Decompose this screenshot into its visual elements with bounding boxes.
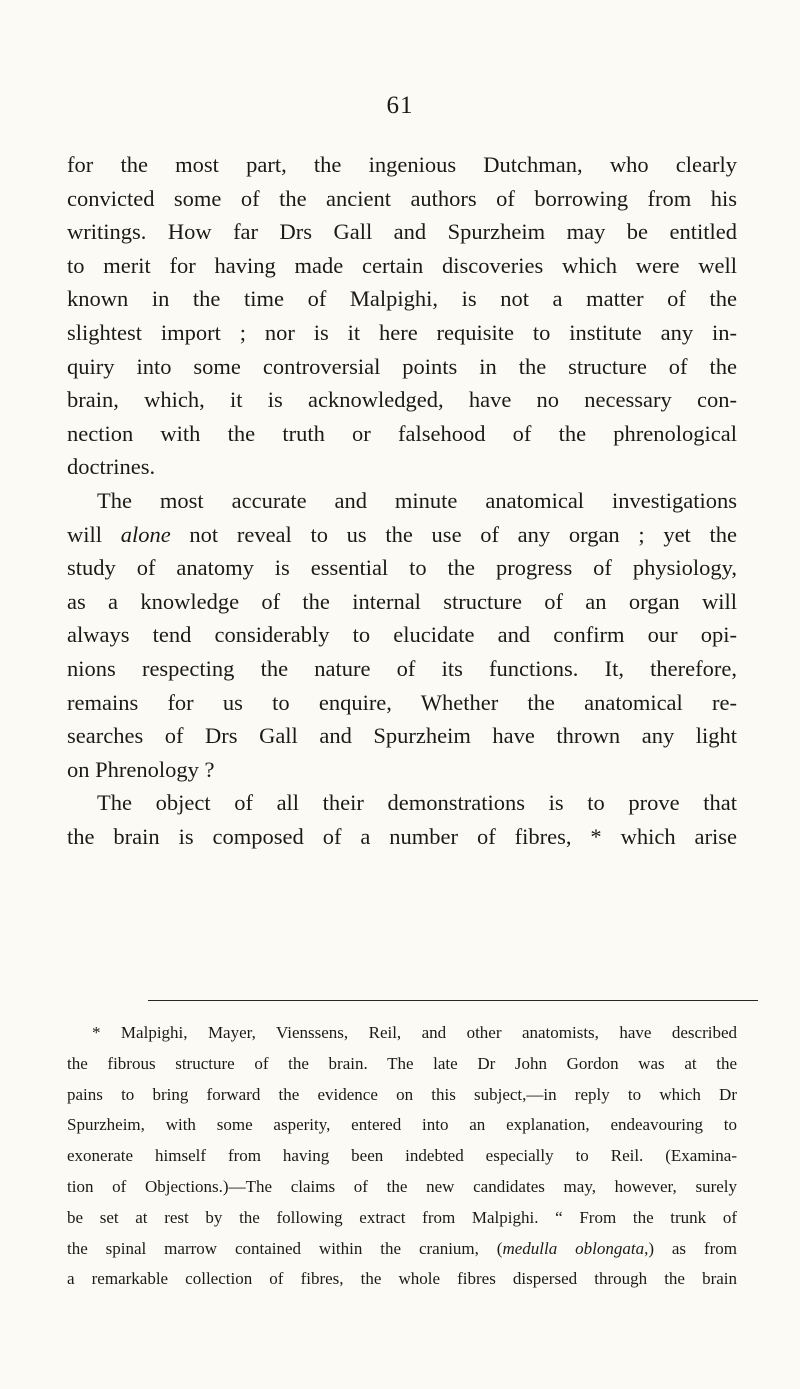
text-line: The most accurate and minute anatomical investigations (97, 487, 737, 513)
text-line: remains for us to enquire, Whether the anatomical re- (67, 689, 737, 715)
text-line: quiry into some controversial points in the structure of the (67, 353, 737, 379)
footnote-line: tion of Objections.)—The claims of the new candidates may, however, surely (67, 1176, 737, 1196)
text-line: study of anatomy is essential to the progress of physiology, (67, 555, 737, 581)
footnote-line: a remarkable collection of fibres, the whole fibres dispersed through the brain (67, 1269, 737, 1289)
text-segment: ,) as from (644, 1238, 737, 1258)
text-line: as a knowledge of the internal structure of an organ will (67, 588, 737, 614)
text-line: writings. How far Drs Gall and Spurzheim may be entitled (67, 219, 737, 245)
footnote-line: the fibrous structure of the brain. The late Dr John Gordon was at the (67, 1053, 737, 1073)
italic-text: alone (120, 521, 171, 547)
italic-text: medulla oblongata (502, 1238, 645, 1258)
text-line: doctrines. (67, 454, 156, 480)
page-number: 61 (386, 92, 414, 119)
footnotes (67, 1018, 737, 1295)
footnote-line: be set at rest by the following extract from Malpighi. “ From the trunk of (67, 1207, 737, 1227)
text-line: known in the time of Malpighi, is not a matter of the (67, 286, 737, 312)
text-segment: the spinal marrow contained within the cranium, ( (67, 1238, 503, 1258)
footnote-line (67, 1234, 737, 1265)
text-line: searches of Drs Gall and Spurzheim have thrown any light (67, 723, 737, 749)
text-line: nions respecting the nature of its functions. It, therefore, (67, 655, 737, 681)
text-segment: not reveal to us the use of any organ ; yet the (170, 521, 737, 547)
footnote-line: exonerate himself from having been indebted especially to Reil. (Examina- (67, 1146, 737, 1166)
footnote-line: pains to bring forward the evidence on this subject,—in reply to which Dr (67, 1084, 737, 1104)
text-line: nection with the truth or falsehood of the phrenological (67, 420, 737, 446)
body-text (67, 148, 737, 853)
text-line: to merit for having made certain discoveries which were well (67, 252, 737, 278)
text-line: always tend considerably to elucidate and confirm our opi- (67, 622, 737, 648)
footnote-line: * Malpighi, Mayer, Vienssens, Reil, and other anatomists, have described (92, 1023, 737, 1042)
text-line: for the most part, the ingenious Dutchman, who clearly (67, 152, 737, 177)
text-segment: will (67, 521, 121, 547)
footnote-rule (148, 1000, 758, 1001)
text-line: on Phrenology ? (67, 756, 215, 782)
text-line (67, 518, 737, 552)
text-line: convicted some of the ancient authors of borrowing from his (67, 185, 737, 211)
footnote-line: Spurzheim, with some asperity, entered into an explanation, endeavouring to (67, 1115, 737, 1135)
text-line: slightest import ; nor is it here requisite to institute any in- (67, 319, 737, 345)
text-line: brain, which, it is acknowledged, have no necessary con- (67, 387, 737, 413)
text-line: The object of all their demonstrations is to prove that (97, 790, 737, 816)
text-line: the brain is composed of a number of fibres, * which arise (67, 823, 737, 849)
